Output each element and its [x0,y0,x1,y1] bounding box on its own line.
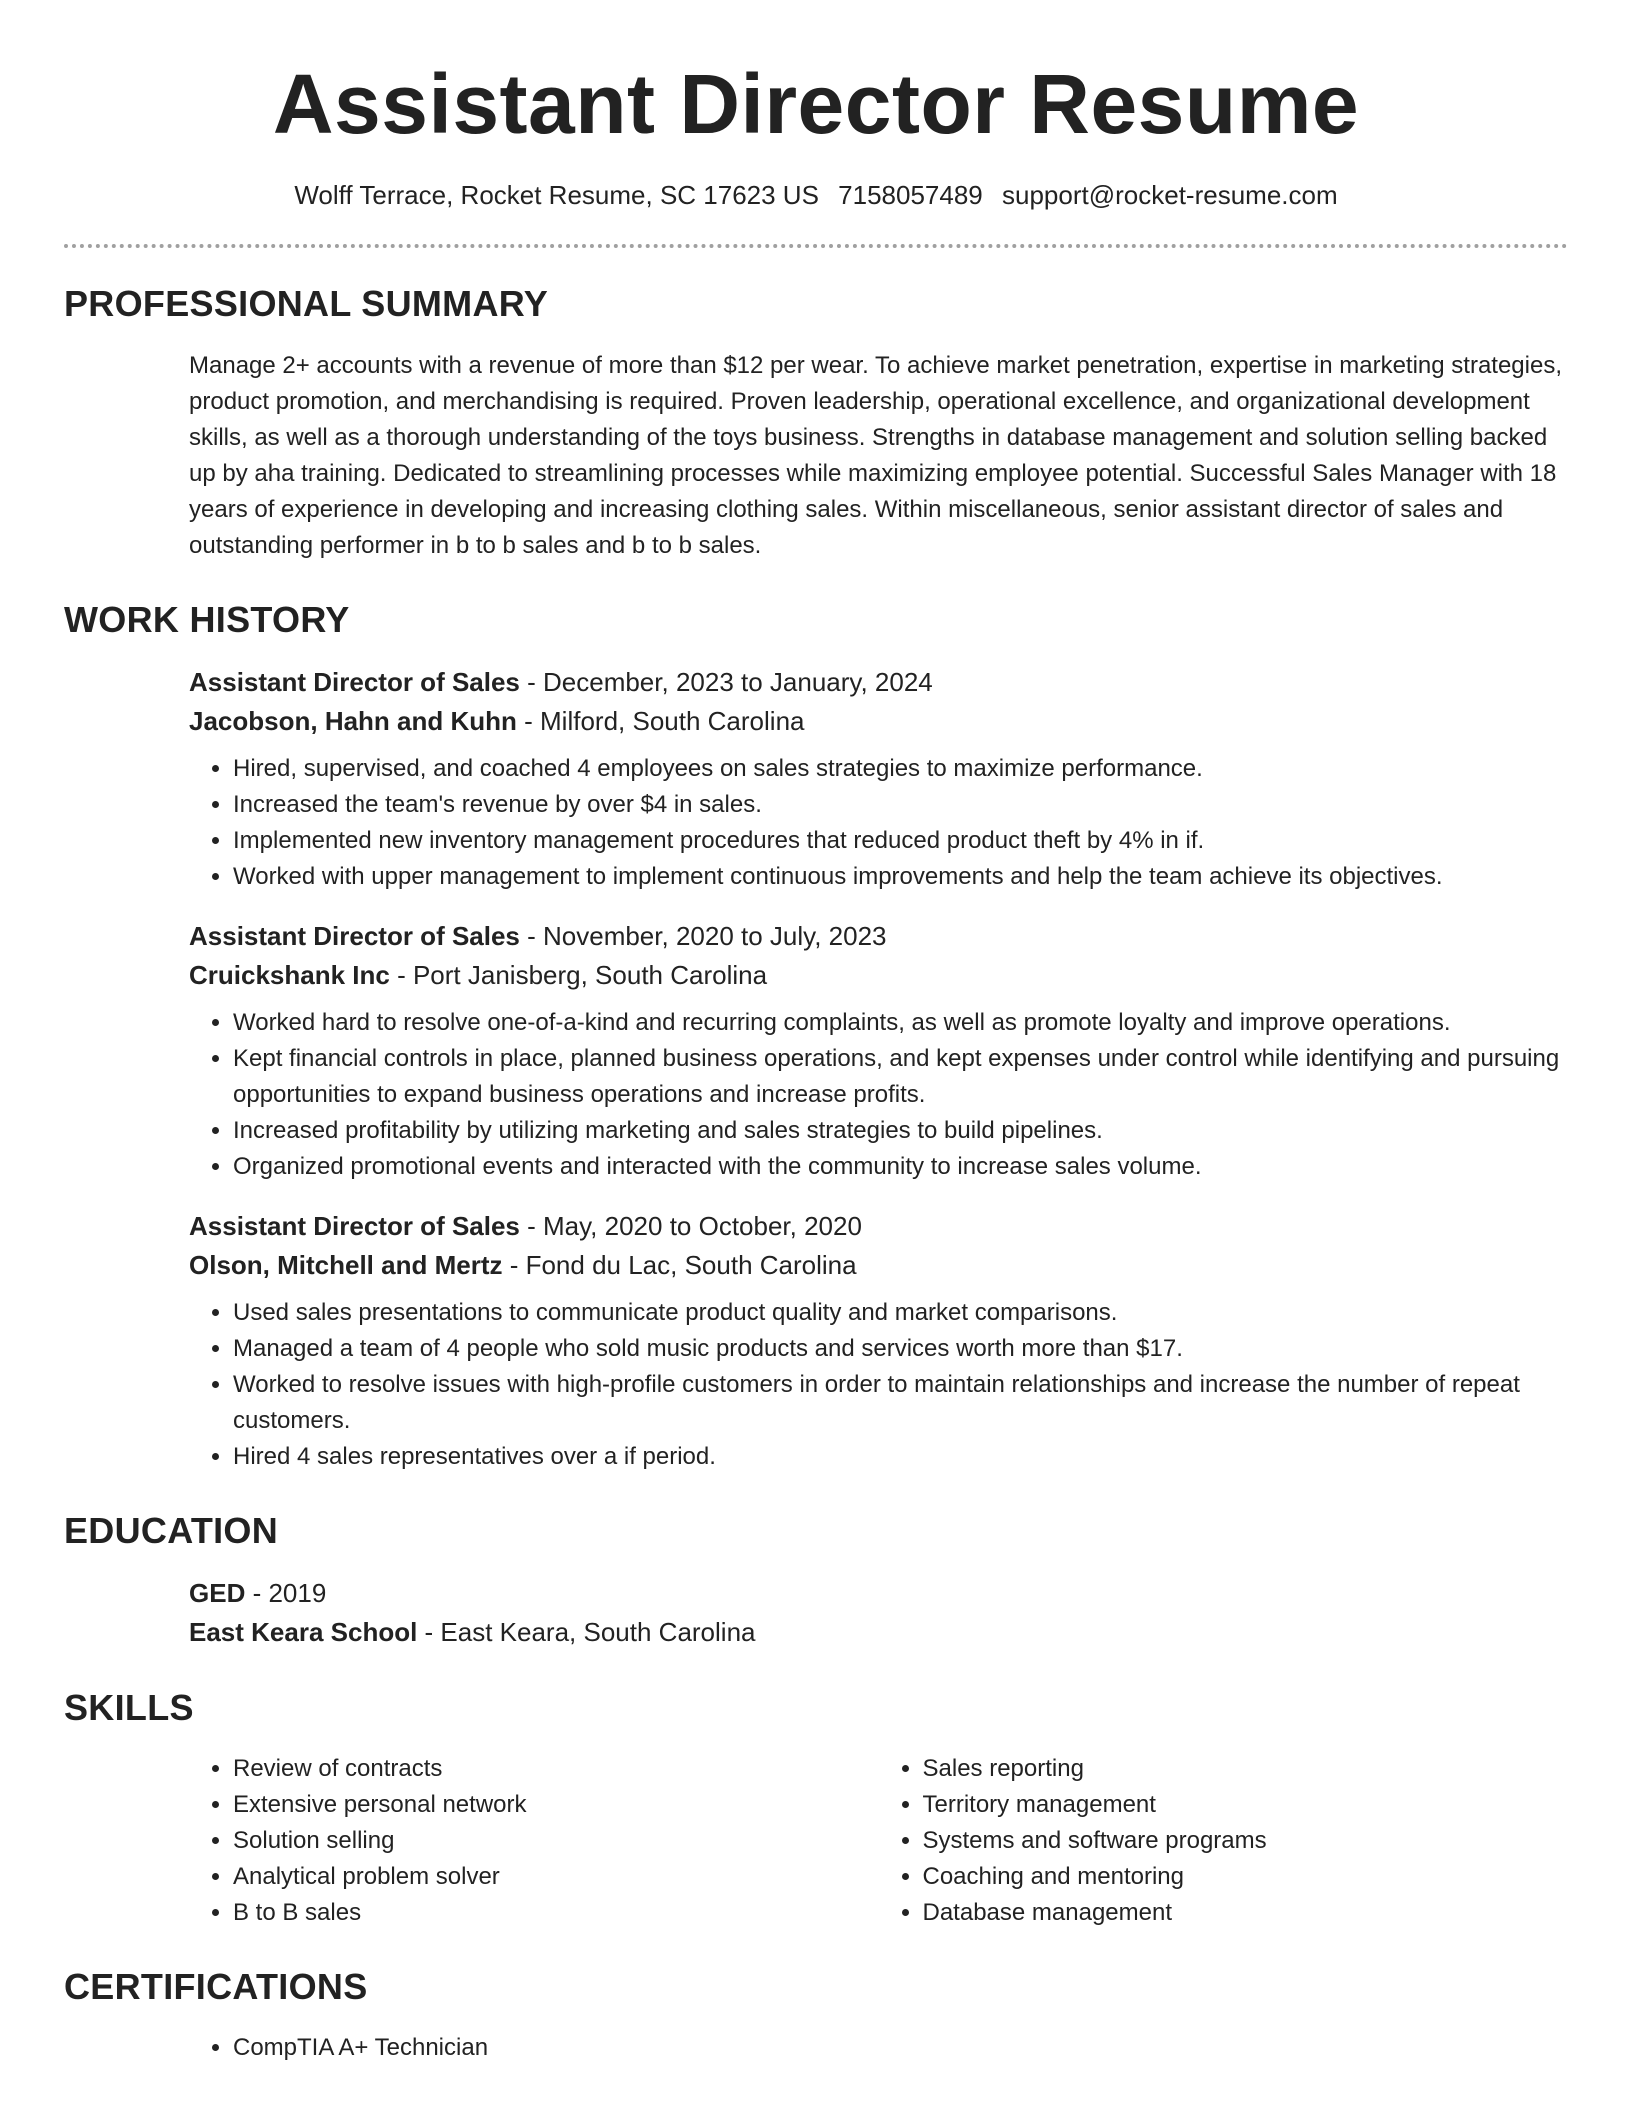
job-dates: - May, 2020 to October, 2020 [519,1210,862,1241]
certification-item: • CompTIA A+ Technician [233,2030,1568,2066]
job-title-line [189,917,1568,956]
contact-phone: 7158057489 [838,179,983,210]
job-bullets [189,1295,1568,1475]
work-history-heading: WORK HISTORY [64,598,350,640]
certifications-section [64,1965,1568,2066]
contact-line [64,179,1568,213]
summary-text: Manage 2+ accounts with a revenue of more than $12 per wear. To achieve market penetration, expertise in marketing strategies, product promotion, and merchandising is required. Proven leadership, operational excellence, and organizational development skills, as well as a thorough understanding of the toys business. Strengths in database management and solution selling backed up by aha training. Dedicated to streamlining processes while maximizing employee potential. Successful Sales Manager with 18 years of experience in developing and increasing clothing sales. Within miscellaneous, senior assistant director of sales and outstanding performer in b to b sales and b to b sales. [189,351,1563,559]
job-role: Assistant Director of Sales [189,1210,520,1241]
education-heading: EDUCATION [64,1509,279,1551]
job-role: Assistant Director of Sales [189,666,520,697]
job-bullet: • Worked with upper management to implement continuous improvements and help the team achieve its objectives. [233,859,1568,895]
job-bullet: • Hired 4 sales representatives over a if period. [233,1439,1568,1475]
skill-item: • Solution selling [233,1823,879,1859]
summary-heading: PROFESSIONAL SUMMARY [64,283,549,325]
job-bullet: • Implemented new inventory management procedures that reduced product theft by 4% in if. [233,823,1568,859]
skill-item: • Territory management [923,1787,1569,1823]
skill-item: • Sales reporting [923,1751,1569,1787]
job-location: - Fond du Lac, South Carolina [502,1249,857,1280]
skills-columns [64,1751,1568,1931]
header-divider [64,244,1568,248]
job-title-line [189,663,1568,702]
skill-item: • Database management [923,1895,1569,1931]
skill-item: • B to B sales [233,1895,879,1931]
work-history-section [64,598,1568,1475]
job-dates: - December, 2023 to January, 2024 [519,666,933,697]
job-company-line [189,956,1568,995]
skill-item: • Analytical problem solver [233,1859,879,1895]
job-bullet: • Organized promotional events and interacted with the community to increase sales volume. [233,1149,1568,1185]
job-bullet: • Kept financial controls in place, planned business operations, and kept expenses under control while identifying and pursuing opportunities to expand business operations and increase profits. [233,1041,1568,1113]
education-location: - East Keara, South Carolina [417,1616,756,1647]
contact-address: Wolff Terrace, Rocket Resume, SC 17623 US [294,179,819,210]
job-bullet: • Used sales presentations to communicate product quality and market comparisons. [233,1295,1568,1331]
education-degree-line [189,1574,1568,1613]
education-school: East Keara School [189,1616,418,1647]
job-company: Jacobson, Hahn and Kuhn [189,705,517,736]
skills-heading: SKILLS [64,1686,194,1728]
job-bullet: • Worked to resolve issues with high-profile customers in order to maintain relationships and increase the number of repeat customers. [233,1367,1568,1439]
skill-item: • Extensive personal network [233,1787,879,1823]
job-title-line [189,1207,1568,1246]
job-dates: - November, 2020 to July, 2023 [519,920,887,951]
job-company: Cruickshank Inc [189,959,390,990]
certifications-heading: CERTIFICATIONS [64,1966,368,2008]
skill-item: • Systems and software programs [923,1823,1569,1859]
education-section [64,1509,1568,1652]
job-bullet: • Increased profitability by utilizing marketing and sales strategies to build pipelines. [233,1113,1568,1149]
job-entry [189,1207,1568,1475]
education-degree: GED [189,1577,246,1608]
job-bullet: • Worked hard to resolve one-of-a-kind and recurring complaints, as well as promote loyalty and improve operations. [233,1005,1568,1041]
education-school-line [189,1613,1568,1652]
summary-section [64,282,1568,563]
job-company-line [189,1246,1568,1285]
skills-section [64,1686,1568,1931]
skills-list-right [879,1751,1569,1931]
job-bullet: • Increased the team's revenue by over $4 in sales. [233,787,1568,823]
job-entry [189,917,1568,1185]
job-company-line [189,702,1568,741]
job-bullet: • Managed a team of 4 people who sold music products and services worth more than $17. [233,1331,1568,1367]
resume-header [64,0,1568,248]
skill-item: • Coaching and mentoring [923,1859,1569,1895]
contact-email: support@rocket-resume.com [1002,179,1338,210]
skill-item: • Review of contracts [233,1751,879,1787]
certifications-list [189,2030,1568,2066]
job-entry [189,663,1568,895]
education-year: - 2019 [245,1577,327,1608]
skills-list-left [189,1751,879,1931]
job-bullet: • Hired, supervised, and coached 4 employees on sales strategies to maximize performance. [233,751,1568,787]
job-company: Olson, Mitchell and Mertz [189,1249,503,1280]
job-location: - Port Janisberg, South Carolina [389,959,768,990]
job-location: - Milford, South Carolina [516,705,805,736]
resume-title: Assistant Director Resume [272,57,1360,151]
job-role: Assistant Director of Sales [189,920,520,951]
job-bullets [189,751,1568,895]
job-bullets [189,1005,1568,1185]
